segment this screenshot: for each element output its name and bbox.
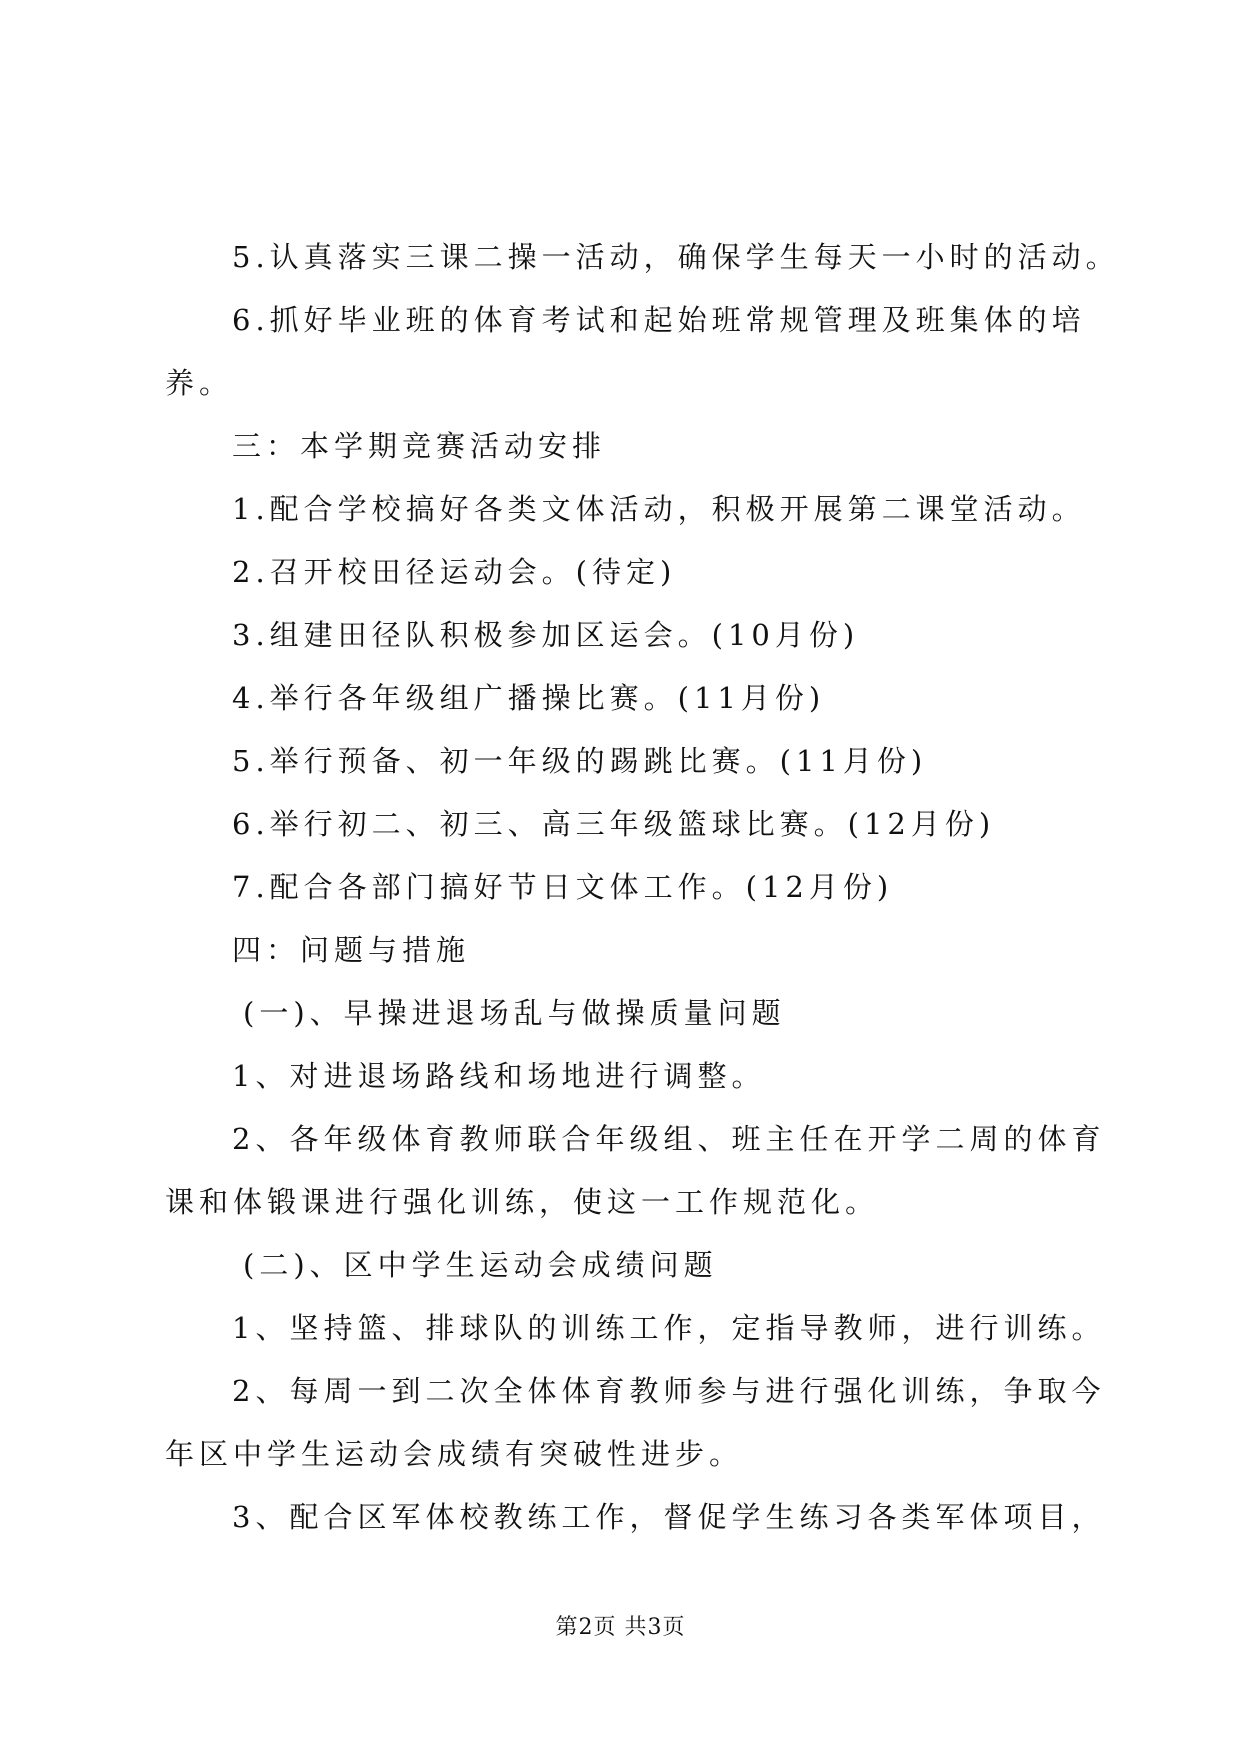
paragraph-continuation: 年区中学生运动会成绩有突破性进步。: [165, 1437, 744, 1471]
paragraph-continuation: 课和体锻课进行强化训练，使这一工作规范化。: [165, 1185, 880, 1219]
measure-item-2-3: 3、配合区军体校教练工作，督促学生练习各类军体项目，: [232, 1500, 1106, 1534]
competition-item-7: 7.配合各部门搞好节日文体工作。(12月份): [232, 870, 894, 904]
competition-item-3: 3.组建田径队积极参加区运会。(10月份): [232, 618, 860, 652]
document-body: [165, 226, 1120, 1549]
subsection-heading-1: (一)、早操进退场乱与做操质量问题: [243, 996, 786, 1030]
section-heading-3: 三：本学期竞赛活动安排: [232, 429, 607, 463]
competition-item-1: 1.配合学校搞好各类文体活动，积极开展第二课堂活动。: [232, 492, 1086, 526]
measure-item-1-1: 1、对进退场路线和场地进行调整。: [232, 1059, 766, 1093]
section-heading-4: 四：问题与措施: [232, 933, 471, 967]
competition-item-6: 6.举行初二、初三、高三年级篮球比赛。(12月份): [232, 807, 996, 841]
page-number-footer: 第2页 共3页: [555, 1615, 686, 1640]
competition-item-4: 4.举行各年级组广播操比赛。(11月份): [232, 681, 826, 715]
measure-item-2-2: 2、每周一到二次全体体育教师参与进行强化训练，争取今: [232, 1374, 1106, 1408]
competition-item-2: 2.召开校田径运动会。(待定): [232, 555, 677, 589]
paragraph-continuation: 养。: [165, 366, 234, 400]
subsection-heading-2: (二)、区中学生运动会成绩问题: [243, 1248, 718, 1282]
measure-item-2-1: 1、坚持篮、排球队的训练工作，定指导教师，进行训练。: [232, 1311, 1106, 1345]
measure-item-1-2: 2、各年级体育教师联合年级组、班主任在开学二周的体育: [232, 1122, 1106, 1156]
competition-item-5: 5.举行预备、初一年级的踢跳比赛。(11月份): [232, 744, 928, 778]
paragraph-item-5: 5.认真落实三课二操一活动，确保学生每天一小时的活动。: [232, 240, 1120, 274]
paragraph-item-6: 6.抓好毕业班的体育考试和起始班常规管理及班集体的培: [232, 303, 1086, 337]
